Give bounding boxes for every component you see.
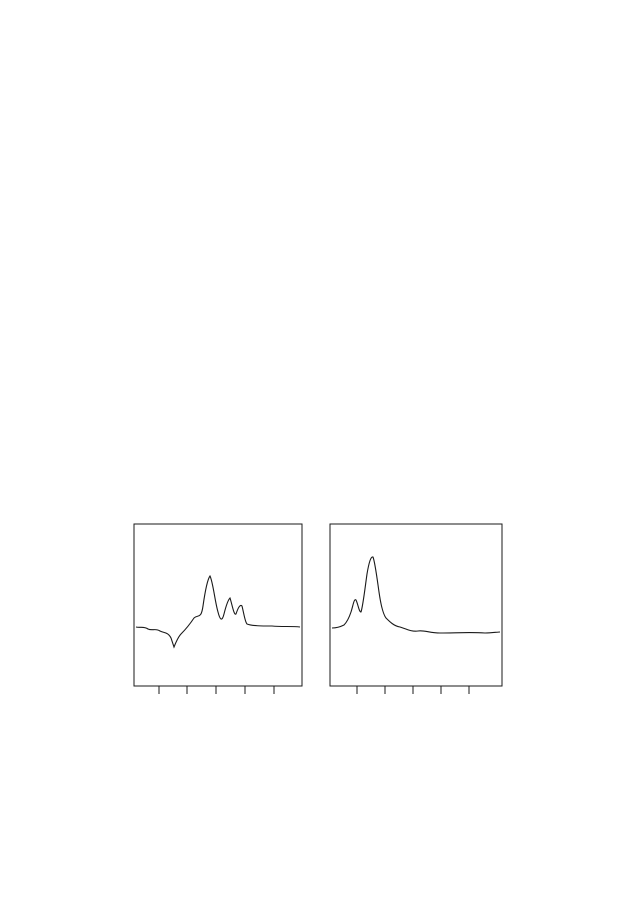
panel-a-spectrum <box>136 576 300 647</box>
panel-b-ticks <box>357 686 469 694</box>
panel-a-ticks <box>159 686 274 694</box>
panel-b-spectrum <box>332 557 500 633</box>
panel-a-frame <box>134 524 302 686</box>
panel-b-frame <box>330 524 502 686</box>
